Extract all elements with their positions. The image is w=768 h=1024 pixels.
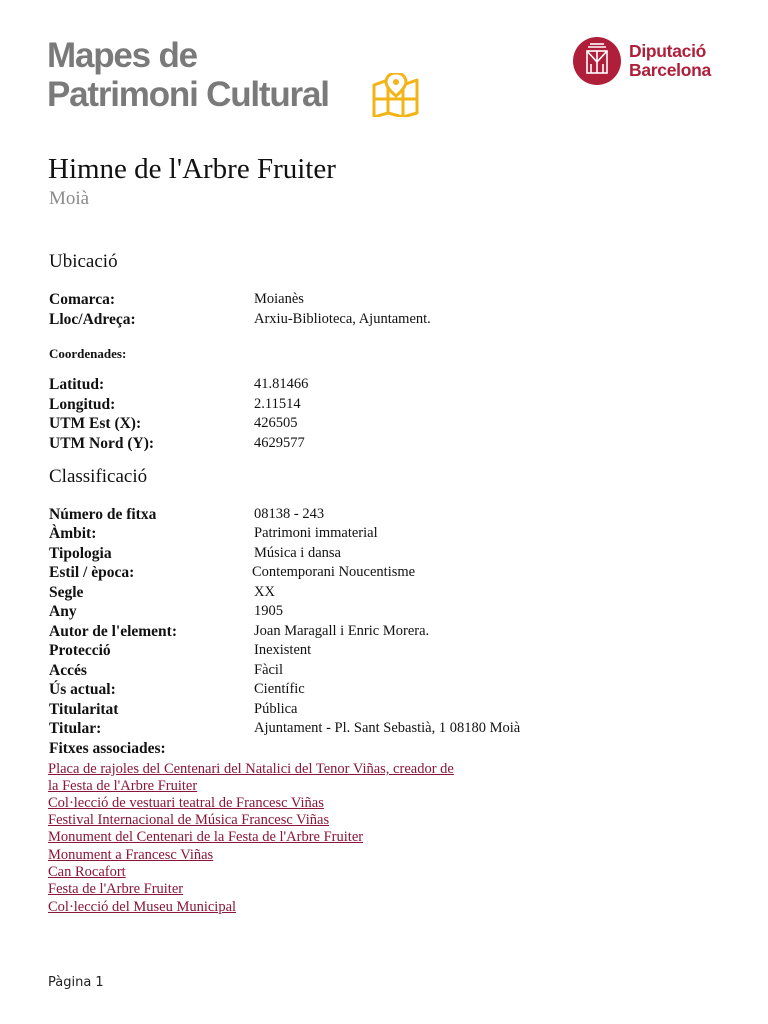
field-value: Contemporani Noucentisme	[252, 564, 416, 580]
associated-record-link[interactable]: Monument del Centenari de la Festa de l'Arbre Fruiter	[48, 829, 364, 845]
associated-record-link[interactable]: Can Rocafort	[48, 864, 126, 880]
field-value: 08138 - 243	[254, 506, 325, 522]
associated-record-link[interactable]: Festival Internacional de Música Francesc Viñas	[48, 812, 330, 828]
section-heading-ubicacio: Ubicació	[49, 251, 118, 272]
field-label: Titular:	[49, 720, 102, 737]
brand-line-1: Mapes de	[47, 36, 197, 75]
field-label: Titularitat	[49, 701, 119, 718]
field-value: 426505	[254, 415, 298, 431]
field-label: Comarca:	[49, 291, 115, 308]
field-value: Inexistent	[254, 642, 312, 658]
associated-record-link[interactable]: la Festa de l'Arbre Fruiter	[48, 778, 198, 794]
associated-record-link[interactable]: Placa de rajoles del Centenari del Natalici del Tenor Viñas, creador de	[48, 761, 454, 777]
field-label: UTM Est (X):	[49, 415, 142, 432]
field-value: 1905	[254, 603, 283, 619]
field-value: Moianès	[254, 291, 304, 307]
coordinates-heading: Coordenades:	[49, 346, 127, 361]
associated-record-link[interactable]: Col·lecció de vestuari teatral de Francesc Viñas	[48, 795, 324, 811]
field-label: Número de fitxa	[49, 506, 157, 523]
diputacio-seal-icon	[573, 37, 621, 85]
org-line-1: Diputació	[629, 41, 707, 61]
field-label: Latitud:	[49, 376, 105, 393]
field-label: Tipologia	[49, 545, 112, 562]
field-value: Música i dansa	[254, 545, 341, 561]
field-label: Àmbit:	[49, 525, 97, 542]
associated-record-link[interactable]: Col·lecció del Museu Municipal	[48, 899, 237, 915]
field-label: Ús actual:	[49, 681, 116, 698]
org-line-2: Barcelona	[629, 60, 711, 80]
folded-map-pin-icon	[372, 73, 420, 117]
field-label: Protecció	[49, 642, 111, 659]
diputacio-logo	[573, 37, 711, 85]
field-label: Any	[49, 603, 77, 620]
field-value: 2.11514	[254, 396, 301, 412]
field-label: Autor de l'element:	[49, 623, 177, 640]
field-value: Patrimoni immaterial	[254, 525, 378, 541]
field-label: Accés	[49, 662, 87, 679]
field-label: Lloc/Adreça:	[49, 311, 136, 328]
field-label: Longitud:	[49, 396, 116, 413]
field-value: Fàcil	[254, 662, 283, 678]
page-number: Pàgina 1	[48, 975, 104, 990]
brand-line-2: Patrimoni Cultural	[47, 75, 329, 114]
field-value: XX	[254, 584, 275, 600]
field-value: Científic	[254, 681, 305, 697]
field-value: Ajuntament - Pl. Sant Sebastià, 1 08180 Moià	[254, 720, 521, 736]
field-value: 4629577	[254, 435, 305, 451]
associated-record-link[interactable]: Monument a Francesc Viñas	[48, 847, 214, 863]
field-label: Estil / època:	[49, 564, 135, 581]
field-value: 41.81466	[254, 376, 309, 392]
field-label: UTM Nord (Y):	[49, 435, 155, 452]
page-subtitle: Moià	[49, 188, 90, 209]
associated-records-label: Fitxes associades:	[49, 740, 166, 757]
associated-record-link[interactable]: Festa de l'Arbre Fruiter	[48, 881, 184, 897]
brand-logo	[47, 36, 329, 114]
field-label: Segle	[49, 584, 84, 601]
section-heading-classificacio: Classificació	[49, 466, 148, 487]
field-value: Joan Maragall i Enric Morera.	[254, 623, 430, 639]
page-title: Himne de l'Arbre Fruiter	[48, 153, 336, 185]
diputacio-wordmark	[629, 42, 711, 80]
field-value: Arxiu-Biblioteca, Ajuntament.	[254, 311, 431, 327]
field-value: Pública	[254, 701, 298, 717]
